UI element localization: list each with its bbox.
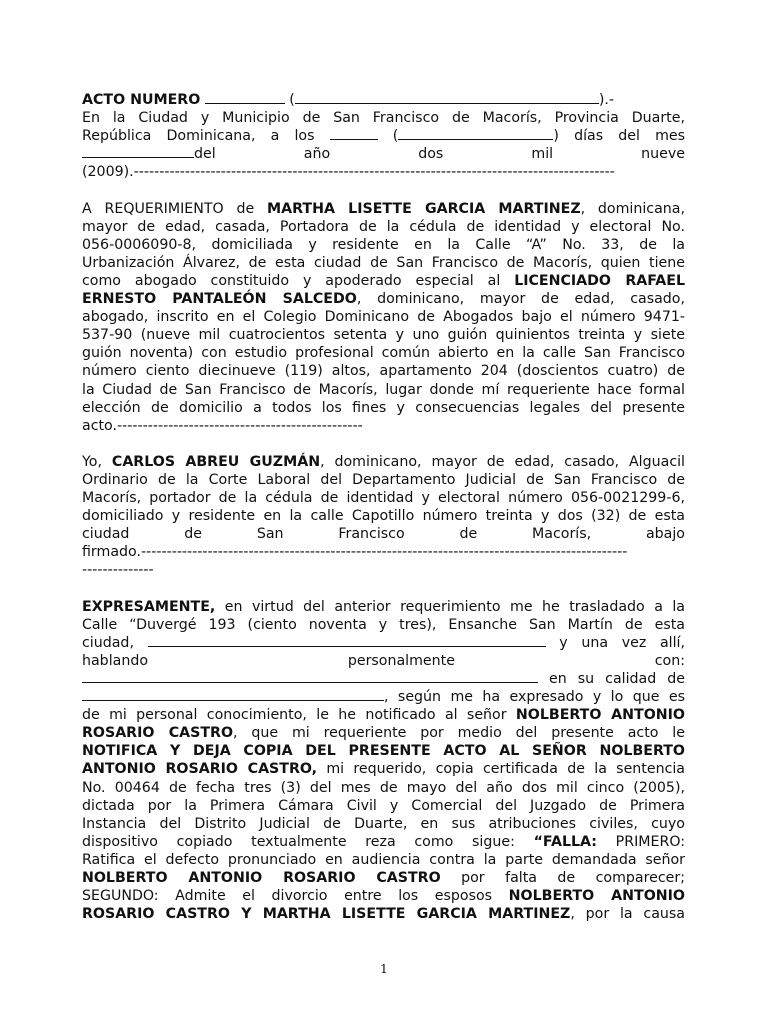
- exp-line-11: No. 00464 de fecha tres (3) del mes de mayo del año dos mil cinco (2005),: [82, 779, 685, 796]
- blank-calidad: [82, 688, 384, 701]
- intro-line-1: En la Ciudad y Municipio de San Francisco de Macorís, Provincia Duarte,: [82, 110, 685, 127]
- notificado-name-2: ROSARIO CASTRO: [82, 725, 234, 742]
- alg-line-1: Yo, CARLOS ABREU GUZMÁN, dominicano, mayor de edad, casado, Alguacil: [82, 453, 686, 470]
- page-number: 1: [380, 962, 388, 976]
- exp-line-6: , según me ha expresado y lo que es: [82, 688, 685, 706]
- req-line-13: acto.------------------------------------------------: [82, 417, 363, 434]
- exp-line-8: ROSARIO CASTRO, que mi requeriente por medio del presente acto le: [82, 725, 685, 742]
- alg-line-5: ciudad de San Francisco de Macorís, abajo: [82, 526, 685, 543]
- alg-line-3: Macorís, portador de la cédula de identidad y electoral número 056-0021299-6,: [82, 490, 685, 507]
- req-line-11: la Ciudad de San Francisco de Macorís, lugar donde mí requeriente hace formal: [82, 381, 685, 398]
- nombre-esposo: NOLBERTO ANTONIO: [508, 888, 685, 905]
- exp-line-10: ANTONIO ROSARIO CASTRO, mi requerido, copia certificada de la sentencia: [82, 761, 686, 778]
- requirente-name: MARTHA LISETTE GARCIA MARTINEZ: [267, 200, 581, 217]
- intro-line-4: (2009).----------------------------------------------------------------------------------------------: [82, 164, 615, 181]
- req-line-3: 056-0006090-8, domiciliada y residente en la Calle “A” No. 33, de la: [82, 236, 685, 253]
- req-line-9: guión noventa) con estudio profesional común abierto en la calle San Francisco: [82, 345, 685, 362]
- notifica-clause-2: ANTONIO ROSARIO CASTRO,: [82, 761, 318, 778]
- expresamente-paragraph: [82, 598, 685, 924]
- req-line-7: abogado, inscrito en el Colegio Dominicano de Abogados bajo el número 9471-: [82, 309, 685, 326]
- exp-line-5: en su calidad de: [82, 670, 685, 688]
- exp-line-3: ciudad, y una vez allí,: [82, 634, 685, 651]
- exp-line-16: NOLBERTO ANTONIO ROSARIO CASTRO por falta de comparecer;: [82, 870, 685, 887]
- req-line-2: mayor de edad, casada, Portadora de la cédula de identidad y electoral No.: [82, 218, 685, 235]
- alguacil-name: CARLOS ABREU GUZMÁN: [111, 453, 321, 470]
- req-line-4: Urbanización Álvarez, de esta ciudad de San Francisco de Macorís, quien tiene: [82, 254, 685, 271]
- req-line-6: ERNESTO PANTALEÓN SALCEDO, dominicano, mayor de edad, casado,: [82, 291, 685, 308]
- exp-line-14: dispositivo copiado textualmente reza como sigue: “FALLA: PRIMERO:: [82, 833, 686, 850]
- falla-label: “FALLA:: [533, 833, 597, 850]
- acto-label: ACTO NUMERO: [82, 92, 201, 108]
- document-body: [82, 91, 685, 941]
- expresamente-label: EXPRESAMENTE,: [82, 598, 216, 615]
- exp-line-7: de mi personal conocimiento, le he notificado al señor NOLBERTO ANTONIO: [82, 707, 685, 724]
- intro-line-3: del año dos mil nueve: [82, 145, 685, 163]
- req-line-1: A REQUERIMIENTO de MARTHA LISETTE GARCIA MARTINEZ, dominicana,: [82, 200, 685, 217]
- exp-line-1: EXPRESAMENTE, en virtud del anterior requerimiento me he trasladado a la: [82, 598, 686, 615]
- intro-line-2: República Dominicana, a los ( ) días del mes: [82, 128, 686, 145]
- req-line-10: número ciento diecinueve (119) altos, apartamento 204 (doscientos cuatro) de: [82, 363, 685, 380]
- exp-line-9: [82, 742, 685, 760]
- heading-paragraph: [82, 91, 685, 181]
- alguacil-paragraph: [82, 453, 685, 580]
- alg-line-2: Ordinario de la Corte Laboral del Departamento Judicial de San Francisco de: [82, 471, 685, 488]
- blank-acto-number-words: [295, 91, 599, 104]
- nombre-esposos: ROSARIO CASTRO Y MARTHA LISETTE GARCIA MARTINEZ: [82, 906, 571, 923]
- exp-line-18: ROSARIO CASTRO Y MARTHA LISETTE GARCIA MARTINEZ, por la causa: [82, 906, 685, 923]
- abogado-name-2: ERNESTO PANTALEÓN SALCEDO: [82, 291, 357, 308]
- abogado-name-1: LICENCIADO RAFAEL: [514, 272, 685, 289]
- nombre-demandado: NOLBERTO ANTONIO ROSARIO CASTRO: [82, 870, 441, 887]
- requerimiento-paragraph: [82, 200, 685, 435]
- blank-persona: [82, 670, 538, 683]
- acto-line: ACTO NUMERO ( ).-: [82, 92, 614, 108]
- blank-lugar: [148, 634, 546, 647]
- exp-line-17: SEGUNDO: Admite el divorcio entre los esposos NOLBERTO ANTONIO: [82, 888, 685, 905]
- alg-line-4: domiciliado y residente en la calle Capotillo número treinta y dos (32) de esta: [82, 508, 685, 525]
- exp-line-15: Ratifica el defecto pronunciado en audiencia contra la parte demandada señor: [82, 851, 685, 868]
- exp-line-4: hablando personalmente con:: [82, 652, 686, 669]
- req-line-12: elección de domicilio a todos los fines y consecuencias legales del presente: [82, 399, 685, 416]
- blank-acto-number: [205, 91, 285, 104]
- notificado-name-1: NOLBERTO ANTONIO: [515, 707, 685, 724]
- notifica-clause-1: NOTIFICA Y DEJA COPIA DEL PRESENTE ACTO AL SEÑOR NOLBERTO: [82, 743, 685, 760]
- blank-dias: [330, 127, 378, 140]
- req-line-5: como abogado constituido y apoderado especial al LICENCIADO RAFAEL: [82, 272, 685, 289]
- alg-line-7: --------------: [82, 562, 154, 579]
- blank-dias-words: [398, 127, 553, 140]
- blank-mes: [82, 145, 194, 158]
- req-line-8: 537-90 (nueve mil cuatrocientos setenta y uno guión quinientos treinta y siete: [82, 327, 685, 344]
- exp-line-12: dictada por la Primera Cámara Civil y Comercial del Juzgado de Primera: [82, 797, 685, 814]
- exp-line-13: Instancia del Distrito Judicial de Duarte, en sus atribuciones civiles, cuyo: [82, 815, 685, 832]
- exp-line-2: Calle “Duvergé 193 (ciento noventa y tres), Ensanche San Martín de esta: [82, 616, 685, 633]
- alg-line-6: firmado.-----------------------------------------------------------------------------------------------: [82, 544, 628, 561]
